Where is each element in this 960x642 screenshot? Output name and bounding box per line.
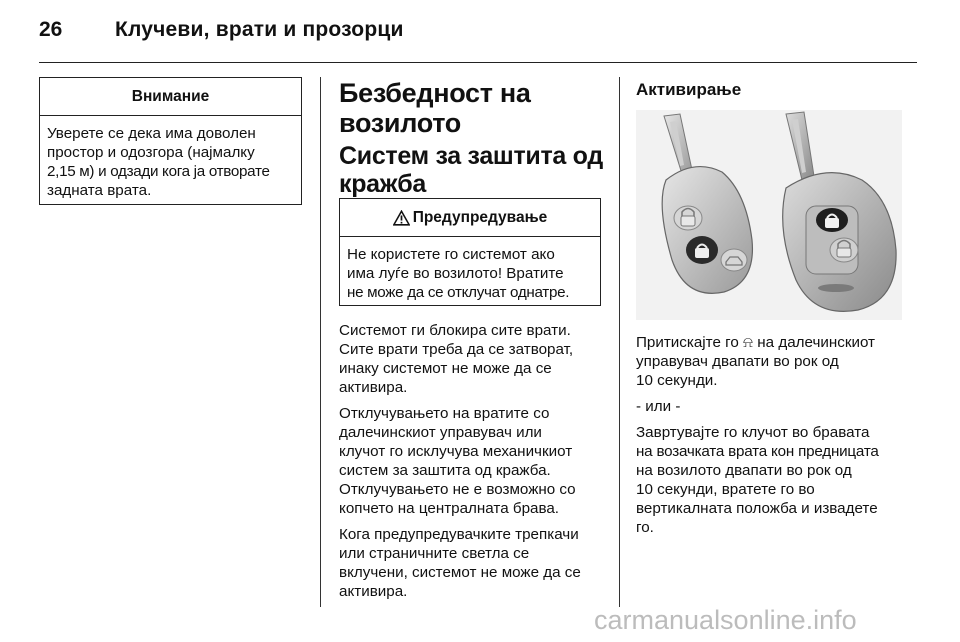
subsection-title <box>339 142 603 198</box>
notice-line: задната врата. <box>47 182 152 199</box>
text-line: далечинскиот управувач или <box>339 424 542 441</box>
paragraph <box>339 525 614 601</box>
text-line: Системот ги блокира сите врати. <box>339 322 571 339</box>
warning-line: има луѓе во возилото! Вратите <box>347 265 564 282</box>
column-divider-2 <box>619 77 620 607</box>
paragraph <box>339 404 614 518</box>
text-line: го. <box>636 519 654 536</box>
activation-title: Активирање <box>636 80 742 99</box>
text-line: Отклучувањето на вратите со <box>339 405 550 422</box>
text-line: вклучени, системот не може да се <box>339 564 581 581</box>
paragraph <box>339 321 614 397</box>
notice-line: Уверете се дека има доволен <box>47 125 256 142</box>
notice-text <box>40 116 301 208</box>
warning-triangle-icon <box>393 210 410 226</box>
middle-body-text <box>339 321 614 608</box>
warning-line: Не користете го системот ако <box>347 246 555 263</box>
paragraph <box>636 397 916 416</box>
text-line: Завртувајте го клучот во бравата <box>636 424 870 441</box>
header-rule <box>39 62 917 63</box>
text-line: систем за заштита од кражба. <box>339 462 551 479</box>
notice-line: простор и одозгора (најмалку <box>47 144 255 161</box>
column-divider-1 <box>320 77 321 607</box>
text-line: Кога предупредувачките трепкачи <box>339 526 579 543</box>
paragraph <box>636 333 916 390</box>
warning-header <box>340 199 600 237</box>
notice-title: Внимание <box>40 78 301 116</box>
warning-box <box>339 198 601 306</box>
page-header <box>39 16 919 56</box>
text-line: на возачката врата кон предницата <box>636 443 879 460</box>
text-line: активира. <box>339 379 408 396</box>
text-line: копчето на централната брава. <box>339 500 560 517</box>
warning-title: Предупредување <box>412 208 548 226</box>
page-number: 26 <box>39 18 63 41</box>
chapter-title: Клучеви, врати и прозорци <box>115 18 404 41</box>
text-line: вертикалната положба и извадете <box>636 500 878 517</box>
text-line: на возилото двапати во рок од <box>636 462 852 479</box>
text-line: инаку системот не може да се <box>339 360 552 377</box>
text-line: 10 секунди. <box>636 372 718 389</box>
section-title <box>339 78 531 138</box>
watermark: carmanualsonline.info <box>594 605 857 635</box>
section-title-line: возилото <box>339 108 461 138</box>
section-title-line: Безбедност на <box>339 78 531 108</box>
notice-box <box>39 77 302 205</box>
text-line: клучот го исклучува механичкиот <box>339 443 573 460</box>
warning-line: не може да се отклучат однатре. <box>347 284 570 301</box>
text-line: - или - <box>636 398 681 415</box>
right-body-text <box>636 333 916 544</box>
notice-line: 2,15 м) и одзади кога ја отворате <box>47 163 270 180</box>
text-line: Притискајте го ⍾ на далечинскиот <box>636 334 876 351</box>
text-line: или страничните светла се <box>339 545 530 562</box>
warning-text <box>340 237 600 310</box>
paragraph <box>636 423 916 537</box>
text-line: Отклучувањето не е возможно со <box>339 481 576 498</box>
remote-keys-illustration <box>636 110 902 320</box>
text-line: управувач двапати во рок од <box>636 353 839 370</box>
text-line: активира. <box>339 583 408 600</box>
text-line: 10 секунди, вратете го во <box>636 481 815 498</box>
text-line: Сите врати треба да се затворат, <box>339 341 574 358</box>
subsection-title-line: кражба <box>339 170 426 198</box>
subsection-title-line: Систем за заштита од <box>339 142 603 170</box>
